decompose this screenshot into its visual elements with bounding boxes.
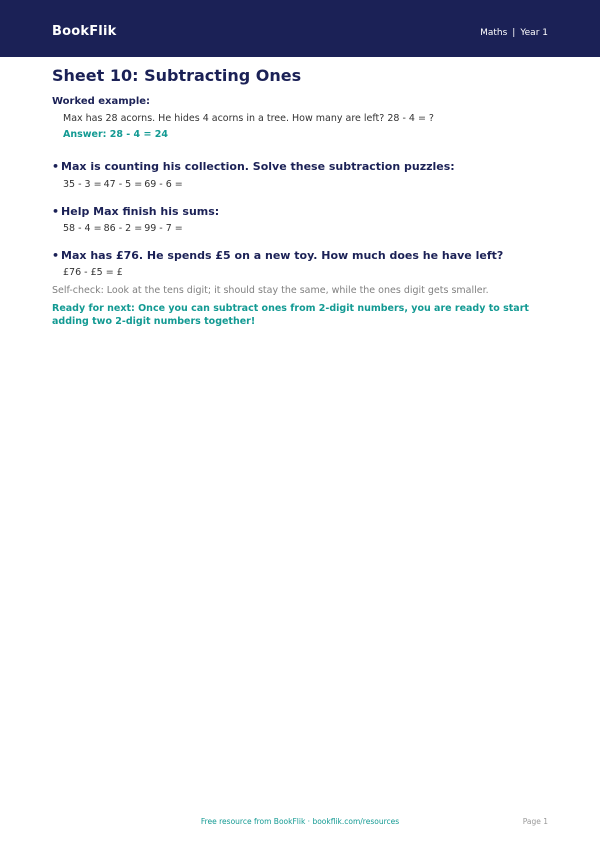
worked-example-text: Max has 28 acorns. He hides 4 acorns in a tree. How many are left? 28 - 4 = ? bbox=[63, 113, 434, 124]
question-2 bbox=[52, 205, 219, 218]
brand-logo-text: BookFlik bbox=[52, 24, 117, 39]
sheet-title: Sheet 10: Subtracting Ones bbox=[52, 66, 302, 85]
footer-link-text[interactable]: Free resource from BookFlik · bookflik.com/resources bbox=[200, 817, 400, 826]
page-header bbox=[0, 0, 600, 57]
equation: 58 - 4 = bbox=[63, 223, 102, 234]
bullet: • bbox=[52, 160, 60, 173]
header-meta bbox=[480, 28, 548, 38]
bullet: • bbox=[52, 205, 60, 218]
question-1-equations bbox=[63, 179, 183, 190]
question-3-prompt: Max has £76. He spends £5 on a new toy. How much does he have left? bbox=[61, 249, 504, 262]
question-2-prompt: Help Max finish his sums: bbox=[61, 205, 220, 218]
question-2-equations bbox=[63, 223, 183, 234]
question-1-prompt: Max is counting his collection. Solve these subtraction puzzles: bbox=[61, 160, 455, 173]
equation: £76 - £5 = £ bbox=[63, 267, 123, 278]
year-label: Year 1 bbox=[520, 28, 548, 38]
worked-example-answer: Answer: 28 - 4 = 24 bbox=[63, 129, 168, 140]
subject-label: Maths bbox=[480, 28, 508, 38]
question-1 bbox=[52, 160, 455, 173]
equation: 35 - 3 = bbox=[63, 179, 102, 190]
question-3 bbox=[52, 249, 503, 262]
equation: 99 - 7 = bbox=[144, 223, 183, 234]
bullet: • bbox=[52, 249, 60, 262]
meta-separator: | bbox=[512, 28, 516, 38]
worked-example-label: Worked example: bbox=[52, 96, 151, 107]
equation: 69 - 6 = bbox=[144, 179, 183, 190]
equation: 47 - 5 = bbox=[103, 179, 143, 190]
page-number: Page 1 bbox=[522, 817, 548, 826]
equation: 86 - 2 = bbox=[103, 223, 143, 234]
self-check-note: Self-check: Look at the tens digit; it should stay the same, while the ones digit gets smaller. bbox=[52, 285, 489, 296]
ready-for-next-note: Ready for next: Once you can subtract ones from 2-digit numbers, you are ready to start adding two 2-digit numbers together! bbox=[52, 303, 529, 327]
question-3-equations bbox=[63, 267, 123, 278]
